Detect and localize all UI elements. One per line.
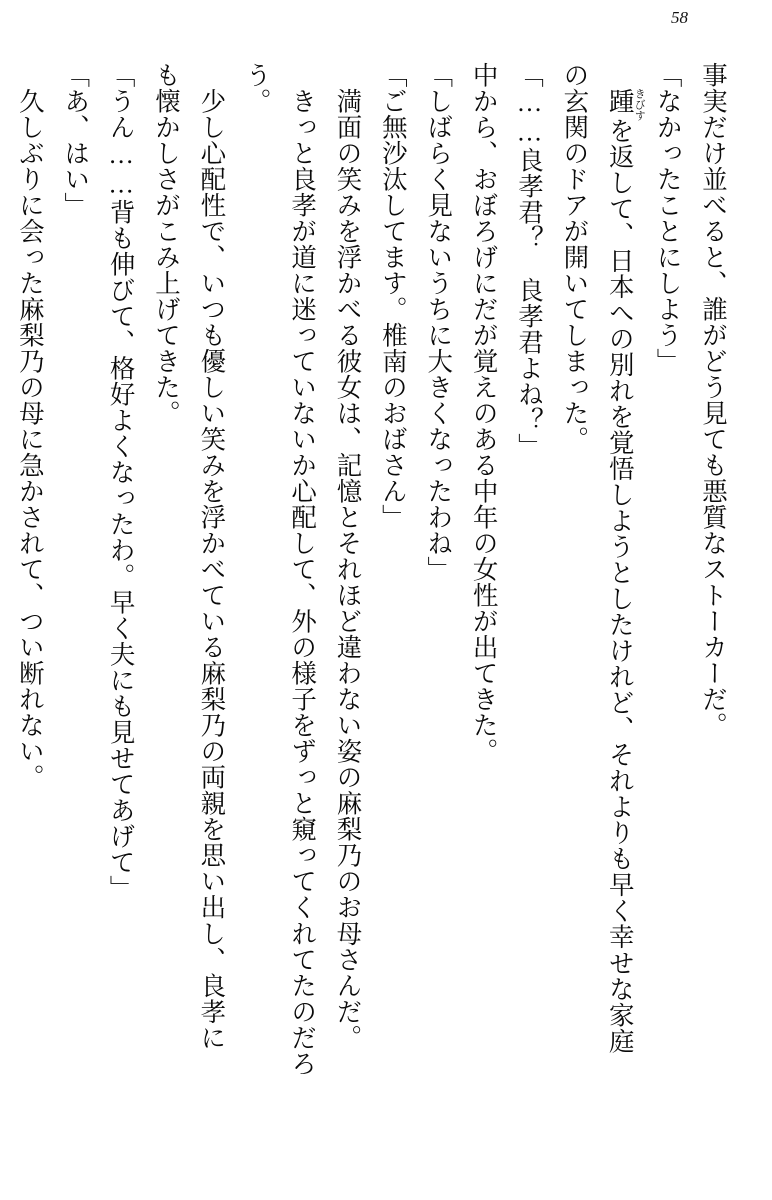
paragraph: も懐かしさがこみ上げてきた。 bbox=[152, 62, 181, 427]
paragraph-dialogue: 「なかったことにしよう」 bbox=[653, 62, 683, 375]
paragraph: 満面の笑みを浮かべる彼女は、記憶とそれほど違わない姿の麻梨乃のお母さんだ。 bbox=[333, 87, 363, 1050]
ruby-base: 踵 bbox=[605, 87, 635, 121]
ruby-reading: きびす bbox=[633, 87, 646, 121]
paragraph: の玄関のドアが開いてしまった。 bbox=[560, 62, 590, 453]
page-body-text bbox=[15, 62, 736, 1152]
paragraph: 事実だけ並べると、誰がどう見ても悪質なストーカーだ。 bbox=[699, 62, 728, 739]
page-number: 58 bbox=[671, 8, 688, 27]
paragraph: 久しぶりに会った麻梨乃の母に急かされて、つい断れない。 bbox=[15, 87, 45, 790]
paragraph: 中から、おぼろげにだが覚えのある中年の女性が出てきた。 bbox=[469, 62, 499, 765]
paragraph-dialogue: 「あ、はい」 bbox=[61, 62, 91, 219]
paragraph-dialogue: 「……良孝君？ 良孝君よね？」 bbox=[515, 62, 544, 460]
paragraph bbox=[0, 62, 8, 1152]
paragraph: う。 bbox=[242, 62, 272, 115]
paragraph-text: を返して、日本への別れを覚悟しようとしたけれど、それよりも早く幸せな家庭 bbox=[605, 117, 635, 1054]
ruby-annotation bbox=[605, 87, 646, 121]
paragraph-dialogue: 「うん……背も伸びて、格好よくなったわ。早く夫にも見せてあげて」 bbox=[106, 62, 136, 902]
paragraph: きっと良孝が道に迷っていないか心配して、外の様子をずっと窺ってくれてたのだろ bbox=[288, 87, 318, 1076]
paragraph: 少し心配性で、いつも優しい笑みを浮かべている麻梨乃の両親を思い出し、良孝に bbox=[197, 87, 227, 1050]
paragraph-with-ruby bbox=[597, 62, 645, 1152]
paragraph-dialogue: 「ご無沙汰してます。椎南のおばさん」 bbox=[378, 62, 408, 531]
paragraph-dialogue: 「しばらく見ないうちに大きくなったわね」 bbox=[424, 62, 454, 583]
